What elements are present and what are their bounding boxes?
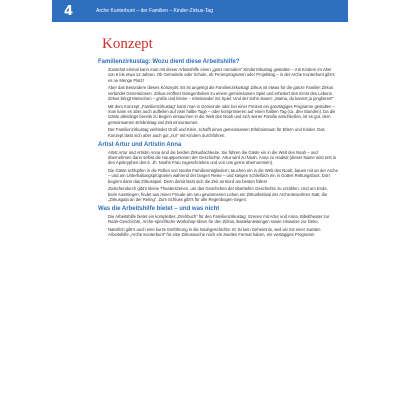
page-number: 4 xyxy=(64,3,74,19)
paragraph: Artist Artur und Artistin Anna sind die beiden Zirkusfachleute. Sie führen die Gäste ein in die Welt des Noah – und übernehmen dann selbst die Hauptpersonen der Geschichte. Artur wird zu Noah, Anna zu Hadsal (dieser Name wird erst in den Apokryphen des 6. Jh. Noahs Frau zugeschrieben und von uns gerne übernommen). xyxy=(108,149,337,166)
header-bar xyxy=(52,0,348,22)
paragraph: Die Gäste schlüpfen in die Rollen von Noahs Familienmitgliedern, tauchen ein in die Welt des Noah, bauen mit an der Arche – und am Unterhaltungsprogramm während der langen Reise – und steigen schließlich ein in Gottes Rettungsboot. Dort beginnt dann das Zirkusspiel. Denn damit lässt sich die Zeit an Bord am besten füllen! xyxy=(108,167,338,184)
paragraph: Mit dem Konzept „Familienzirkustag“ kann man in Gemeinde oder bei einer Freizeit ein ganztägiges Programm gestalten – man kann es aber auch aufteilen auf zwei halbe Tage – oder komprimieren auf einen halben Tag (ca. drei Stunden). Da die Gäste allerdings bereits zu Beginn eintauchen in die Welt des Noah und sich seiner Familie anschließen, ist es gut, dem gemeinsamen Erlebnistag viel Zeit einzuräumen. xyxy=(108,103,336,125)
article-body xyxy=(98,58,338,240)
section-purpose xyxy=(98,58,338,138)
section-offer xyxy=(98,205,338,238)
paragraph: Die Arbeitshilfe bietet ein komplettes „Drehbuch“ für den Familienzirkustag: Szenen mit Artur und Anna, Bibeltheater zur Noah-Geschichte, Arche-spezifische Workshop-Ideen für den Zirkus, Bastelanleitungen sowie Hinweise zur Deko. xyxy=(108,213,330,225)
section-heading: Familienzirkustag: Wozu dient diese Arbeitshilfe? xyxy=(98,59,240,65)
paragraph: Aber das Besondere dieses Konzepts: Es ist angelegt als Familienzirkustag! Zirkus ist etwas für die ganze Familie! Zirkus verbindet Generationen. Zirkus eröffnet Gelegenheiten zu einem gemeinsamen Spiel und erheitert den Ernst des Lebens. Zirkus bringt Menschen – große und kleine – miteinander ins Spiel. Und der Sohn staunt: „Mama, du kannst ja jonglieren!“ xyxy=(108,85,334,101)
page-title: Konzept xyxy=(102,36,153,52)
section-heading: Artist Artur und Artistin Anna xyxy=(98,141,182,148)
paragraph: Zwischendurch gibt’s kleine Theaterszenen, um das Geschehen der übertiefen Geschichte zu erzählen. Und am Ende, beim Ausstiegen, findet aus reiner Freude am neu gewonnenen Leben ein Zirkusfestival der Arche-Bewohner statt, die „Zirkusgala an der Reling“. Zum Schluss gibt’s für alle Regenbogen-Segen. xyxy=(108,186,328,202)
paragraph: Natürlich gibt’s auch eine kurze Einführung in die Noahgeschichte. Er ist kein Geheimnis, weil wir mit einer zweiten Arbeitshilfe „Arche Kunterbunt“ für eine Zirkuswoche noch ein zweites Format haben, ein viertägiges Programm xyxy=(108,226,321,238)
section-heading: Was die Arbeitshilfe bietet – und was nicht xyxy=(98,205,220,212)
section-artists xyxy=(98,141,338,203)
paragraph: Der Familienzirkustag verbindet Groß und Klein, schafft einen gemeinsamen Erlebnisraum für Eltern und Kinder. Das Konzept lässt sich aber auch gut „nur“ mit Kindern durchführen. xyxy=(108,127,325,138)
paragraph: Zunächst einmal kann man mit dieser Arbeitshilfe einen „ganz normalen“ Kinderzirkustag gestalten – mit Kindern im Alter von 6 bis etwa 12 Jahren. Ob Gemeinde oder Schule, ob Ferienprogramm oder Projekttag – in der Arche Kunterbunt gibt’s es ne Menge Platz! xyxy=(108,67,335,83)
running-head: Arche Kunterbunt – der Familien – Kinder-Zirkus-Tag xyxy=(96,8,213,14)
